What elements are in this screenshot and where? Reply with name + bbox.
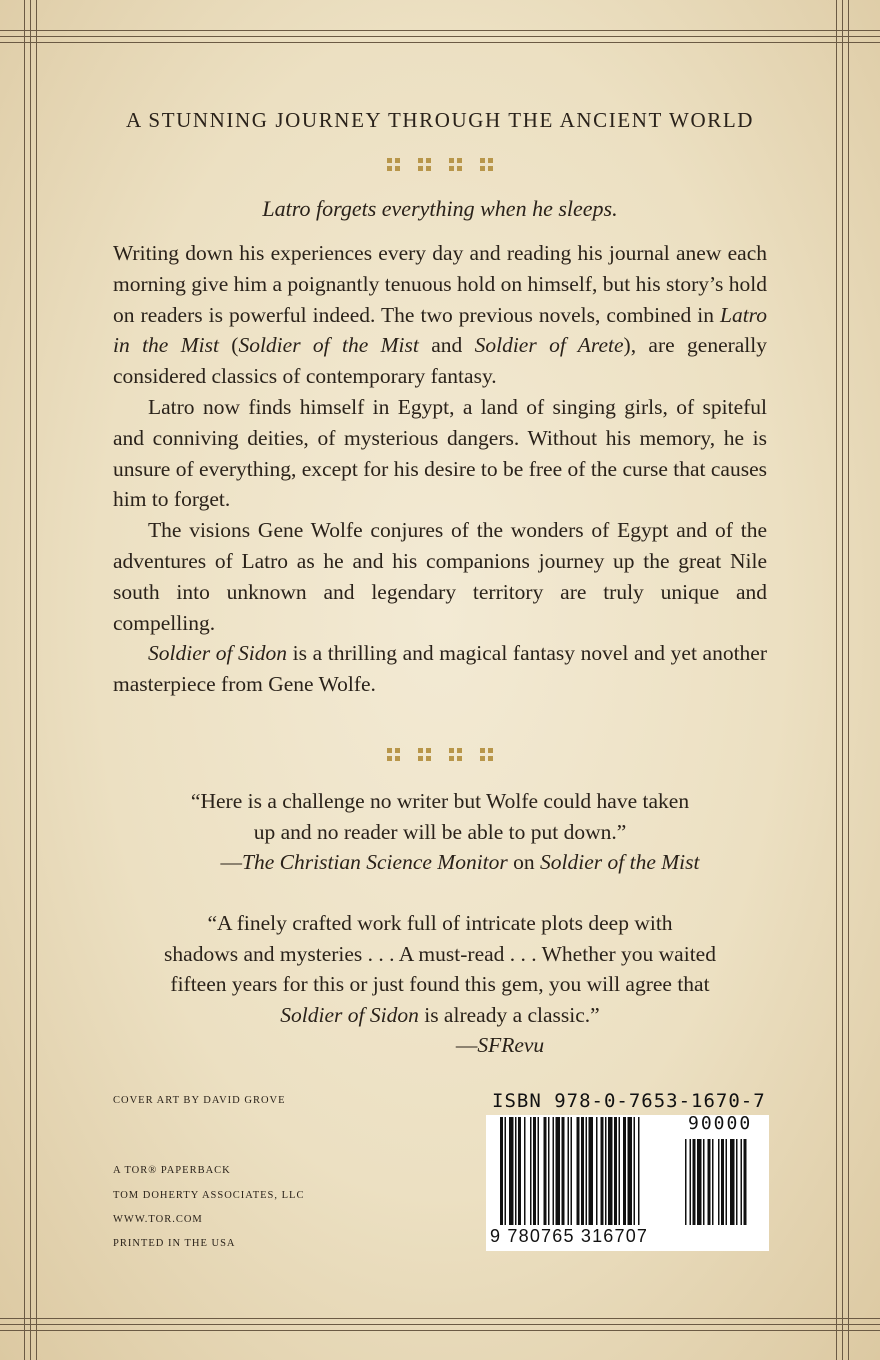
publisher: TOM DOHERTY ASSOCIATES, LLC (113, 1190, 305, 1201)
imprint: A TOR® PAPERBACK (113, 1165, 231, 1176)
barcode-icon (490, 1117, 765, 1227)
paragraph-2: Latro now finds himself in Egypt, a land of singing girls, of spiteful and conniving deities, of mysterious dangers. Without his memory, he is unsure of everything, except for his desire to be free of the curse that causes him to forget. (113, 394, 767, 512)
website: WWW.TOR.COM (113, 1214, 203, 1225)
tagline: Latro forgets everything when he sleeps. (262, 196, 618, 221)
paragraph-1: Writing down his experiences every day and reading his journal anew each morning give him a poignantly tenuous hold on himself, but his story’s hold on readers is powerful indeed. The two previous novels, combined in Latro in the Mist (Soldier of the Mist and Soldier of Arete), are generally considered classics of contemporary fantasy. (113, 241, 768, 389)
quote-attribution-2: —SFRevu (455, 1033, 545, 1057)
ean-digits: 9 780765 316707 (490, 1226, 649, 1246)
quote-attribution-1: —The Christian Science Monitor on Soldier of the Mist (220, 850, 700, 874)
printed-in: PRINTED IN THE USA (113, 1238, 236, 1249)
paragraph-4: Soldier of Sidon is a thrilling and magical fantasy novel and yet another masterpiece from Gene Wolfe. (113, 641, 767, 697)
price-code: 90000 (688, 1113, 753, 1134)
review-quote-1: “Here is a challenge no writer but Wolfe could have taken up and no reader will be able to put down.” —The Christian Science Monitor on Soldier of the Mist (100, 786, 780, 878)
isbn-label: ISBN 978-0-7653-1670-7 (492, 1090, 766, 1112)
headline: A STUNNING JOURNEY THROUGH THE ANCIENT WORLD (125, 108, 755, 132)
ornament-divider-bottom (0, 748, 880, 766)
description (113, 238, 767, 700)
ornament-divider-top (0, 158, 880, 176)
cover-art-credit: COVER ART BY DAVID GROVE (113, 1095, 286, 1106)
review-quote-2: “A finely crafted work full of intricate plots deep with shadows and mysteries . . . A must-read . . . Whether you waited fifteen years for this or just found this gem, you will agree that Soldier of Sidon is already a classic.” —SFRevu (100, 908, 780, 1061)
paragraph-3: The visions Gene Wolfe conjures of the wonders of Egypt and of the adventures of Latro as he and his companions journey up the great Nile south into unknown and legendary territory are truly unique and compelling. (113, 518, 767, 635)
